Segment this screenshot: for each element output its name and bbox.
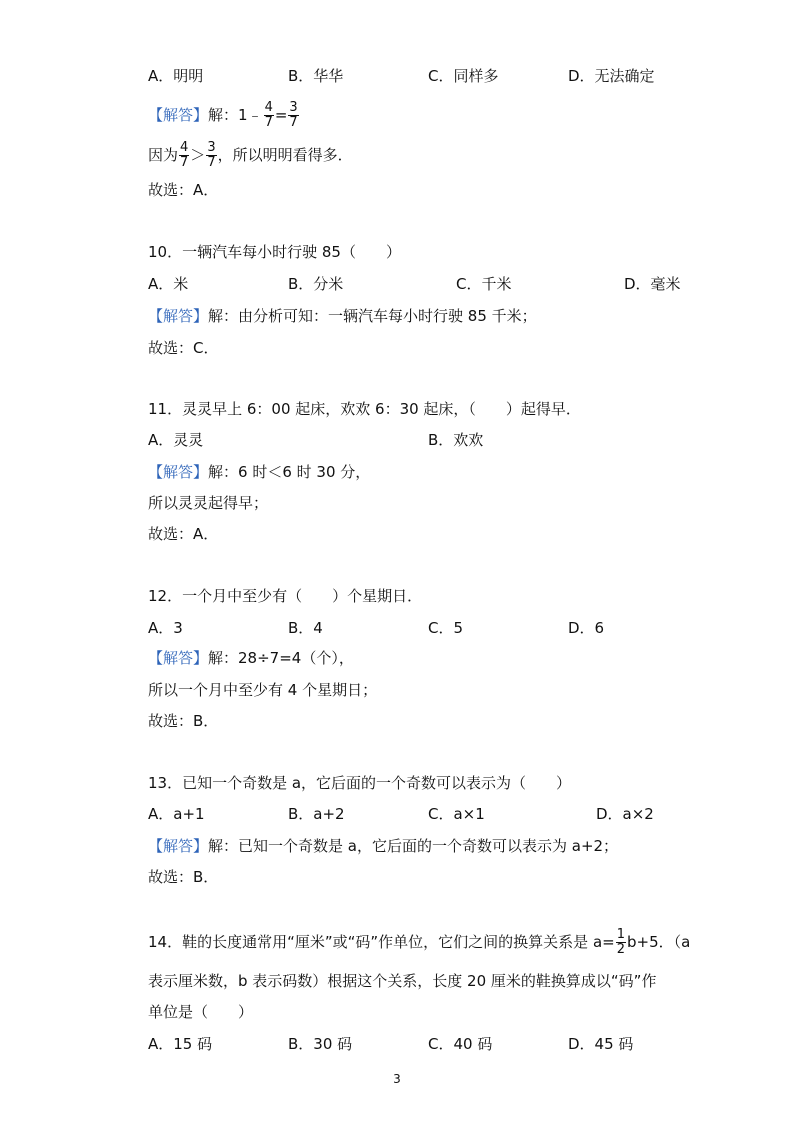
equals-sign: = (274, 106, 288, 124)
q10-option-b: B．分米 (288, 275, 344, 293)
q9-reason-suffix: ，所以明明看得多． (217, 146, 353, 164)
q10-choice: 故选：C． (148, 339, 219, 357)
q12-choice: 故选：B． (148, 712, 219, 730)
q10-answer (148, 304, 537, 328)
q10-option-d: D．毫米 (624, 275, 681, 293)
fraction (206, 141, 216, 170)
fraction-numerator: 1 (616, 927, 625, 942)
q10-question: 10．一辆汽车每小时行驶 85（ ） (148, 243, 401, 261)
q11-choice: 故选：A． (148, 525, 219, 543)
greater-than-sign: ＞ (190, 146, 206, 164)
q9-option-b: B．华华 (288, 67, 344, 85)
fraction (179, 141, 189, 170)
q14-question (148, 925, 690, 959)
q9-answer (148, 98, 300, 132)
q13-question: 13．已知一个奇数是 a，它后面的一个奇数可以表示为（ ） (148, 774, 572, 792)
q12-question: 12．一个月中至少有（ ）个星期日． (148, 587, 423, 605)
q11-option-a: A．灵灵 (148, 431, 204, 449)
fraction-denominator: 7 (207, 155, 216, 170)
fraction-denominator: 7 (289, 115, 298, 130)
q12-option-b: B．4 (288, 619, 323, 637)
q13-option-a: A．a+1 (148, 805, 205, 823)
q11-answer-line2: 所以灵灵起得早； (148, 494, 269, 512)
q10-answer-text: 解：由分析可知：一辆汽车每小时行驶 85 千米； (208, 307, 537, 325)
page-number: 3 (393, 1072, 401, 1086)
q13-choice: 故选：B． (148, 868, 219, 886)
q12-answer (148, 646, 354, 670)
q12-option-d: D．6 (568, 619, 605, 637)
q9-option-c: C．同样多 (428, 67, 499, 85)
answer-tag: 【解答】 (148, 307, 209, 325)
q13-option-d: D．a×2 (596, 805, 654, 823)
q12-option-a: A．3 (148, 619, 183, 637)
q12-answer-line2: 所以一个月中至少有 4 个星期日； (148, 681, 378, 699)
q9-reason-prefix: 因为 (148, 146, 179, 164)
fraction-numerator: 4 (180, 140, 189, 155)
q9-option-d: D．无法确定 (568, 67, 655, 85)
fraction-denominator: 2 (616, 942, 625, 957)
fraction (264, 101, 274, 130)
answer-tag: 【解答】 (148, 106, 209, 124)
fraction-numerator: 3 (289, 100, 298, 115)
q12-option-c: C．5 (428, 619, 464, 637)
q12-answer-text: 解：28÷7=4（个）， (208, 649, 354, 667)
q10-option-c: C．千米 (456, 275, 512, 293)
answer-tag: 【解答】 (148, 837, 209, 855)
q11-answer-text: 解：6 时＜6 时 30 分， (208, 463, 371, 481)
q11-answer (148, 460, 370, 484)
q14-option-d: D．45 码 (568, 1035, 634, 1053)
q9-option-a: A．明明 (148, 67, 204, 85)
q9-answer-prefix: 解：1﹣ (208, 106, 263, 124)
q11-option-b: B．欢欢 (428, 431, 484, 449)
answer-tag: 【解答】 (148, 463, 209, 481)
q10-option-a: A．米 (148, 275, 189, 293)
answer-tag: 【解答】 (148, 649, 209, 667)
q13-answer-text: 解：已知一个奇数是 a，它后面的一个奇数可以表示为 a+2； (208, 837, 619, 855)
q13-option-c: C．a×1 (428, 805, 485, 823)
q9-reason (148, 138, 353, 172)
fraction-denominator: 7 (180, 155, 189, 170)
fraction-denominator: 7 (264, 115, 273, 130)
q14-option-a: A．15 码 (148, 1035, 213, 1053)
fraction-numerator: 3 (207, 140, 216, 155)
q14-question-suffix: b+5．（a (626, 933, 691, 951)
q14-option-b: B．30 码 (288, 1035, 353, 1053)
q14-question-line3: 单位是（ ） (148, 1003, 254, 1021)
fraction (288, 101, 298, 130)
q13-answer (148, 834, 618, 858)
q14-question-prefix: 14．鞋的长度通常用“厘米”或“码”作单位，它们之间的换算关系是 a= (148, 933, 615, 951)
q11-question: 11．灵灵早上 6：00 起床，欢欢 6：30 起床，（ ）起得早． (148, 400, 581, 418)
q14-option-c: C．40 码 (428, 1035, 493, 1053)
q13-option-b: B．a+2 (288, 805, 345, 823)
q14-question-line2: 表示厘米数，b 表示码数）根据这个关系，长度 20 厘米的鞋换算成以“码”作 (148, 972, 657, 990)
q9-choice: 故选：A． (148, 181, 219, 199)
fraction-numerator: 4 (264, 100, 273, 115)
fraction (616, 928, 626, 957)
